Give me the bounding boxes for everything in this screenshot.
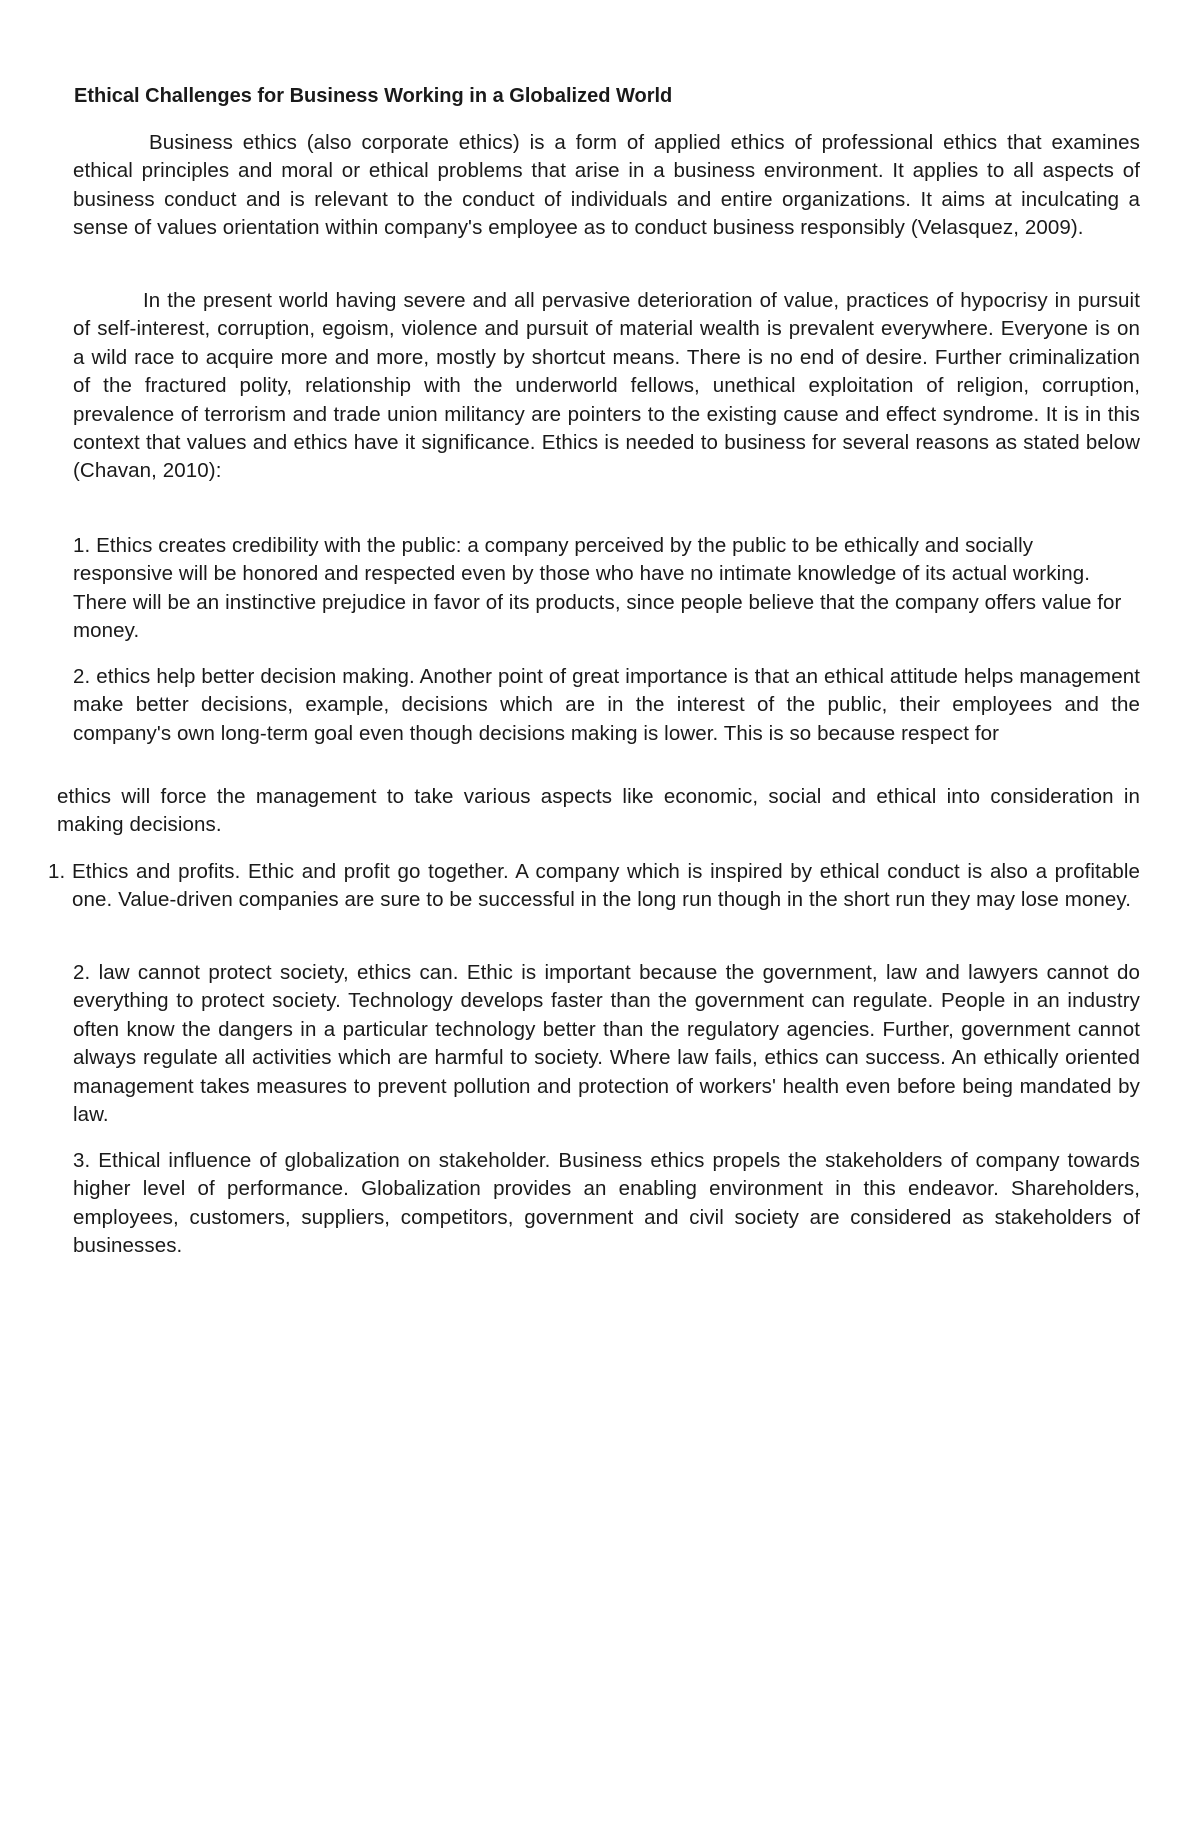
list-item-text: Ethics and profits. Ethic and profit go together. A company which is inspired by ethical conduct is also a profitable one. Value-driven companies are sure to be successful in the long run though in the short run they may lose money.: [72, 860, 1140, 912]
list-item-credibility: 1. Ethics creates credibility with the public: a company perceived by the public to be ethically and socially responsive will be honored and respected even by those who have no intimate knowledge of its actual working. There will be an instinctive prejudice in favor of its products, since people believe that the company offers value for money.: [73, 534, 1122, 643]
list-item-decision-making-continued: ethics will force the management to take various aspects like economic, social and ethical into consideration in making decisions.: [57, 785, 1140, 837]
paragraph-intro: Business ethics (also corporate ethics) is a form of applied ethics of professional ethics that examines ethical principles and moral or ethical problems that arise in a business environment. It applies to all aspects of business conduct and is relevant to the conduct of individuals and entire organizations. It aims at inculcating a sense of values orientation within company's employee as to conduct business responsibly (Velasquez, 2009).: [73, 131, 1140, 240]
paragraph-context: In the present world having severe and all pervasive deterioration of value, practices of hypocrisy in pursuit of self-interest, corruption, egoism, violence and pursuit of material wealth is prevalent everywhere. Everyone is on a wild race to acquire more and more, mostly by shortcut means. There is no end of desire. Further criminalization of the fractured polity, relationship with the underworld fellows, unethical exploitation of religion, corruption, prevalence of terrorism and trade union militancy are pointers to the existing cause and effect syndrome. It is in this context that values and ethics have it significance. Ethics is needed to business for several reasons as stated below (Chavan, 2010):: [73, 289, 1140, 483]
list-item-number: 1.: [48, 860, 66, 883]
document-title: Ethical Challenges for Business Working in a Globalized World: [74, 85, 673, 107]
list-item-law: 2. law cannot protect society, ethics can. Ethic is important because the government, law and lawyers cannot do everything to protect society. Technology develops faster than the government can regulate. People in an industry often know the dangers in a particular technology better than the regulatory agencies. Further, government cannot always regulate all activities which are harmful to society. Where law fails, ethics can success. An ethically oriented management takes measures to prevent pollution and protection of workers' health even before being mandated by law.: [73, 961, 1140, 1127]
list-item-stakeholder: 3. Ethical influence of globalization on stakeholder. Business ethics propels the stakeholders of company towards higher level of performance. Globalization provides an enabling environment in this endeavor. Shareholders, employees, customers, suppliers, competitors, government and civil society are considered as stakeholders of businesses.: [73, 1149, 1140, 1258]
list-item-profits: [48, 858, 1140, 915]
list-item-decision-making: 2. ethics help better decision making. Another point of great importance is that an ethical attitude helps management make better decisions, example, decisions which are in the interest of the public, their employees and the company's own long-term goal even though decisions making is lower. This is so because respect for: [73, 665, 1140, 745]
